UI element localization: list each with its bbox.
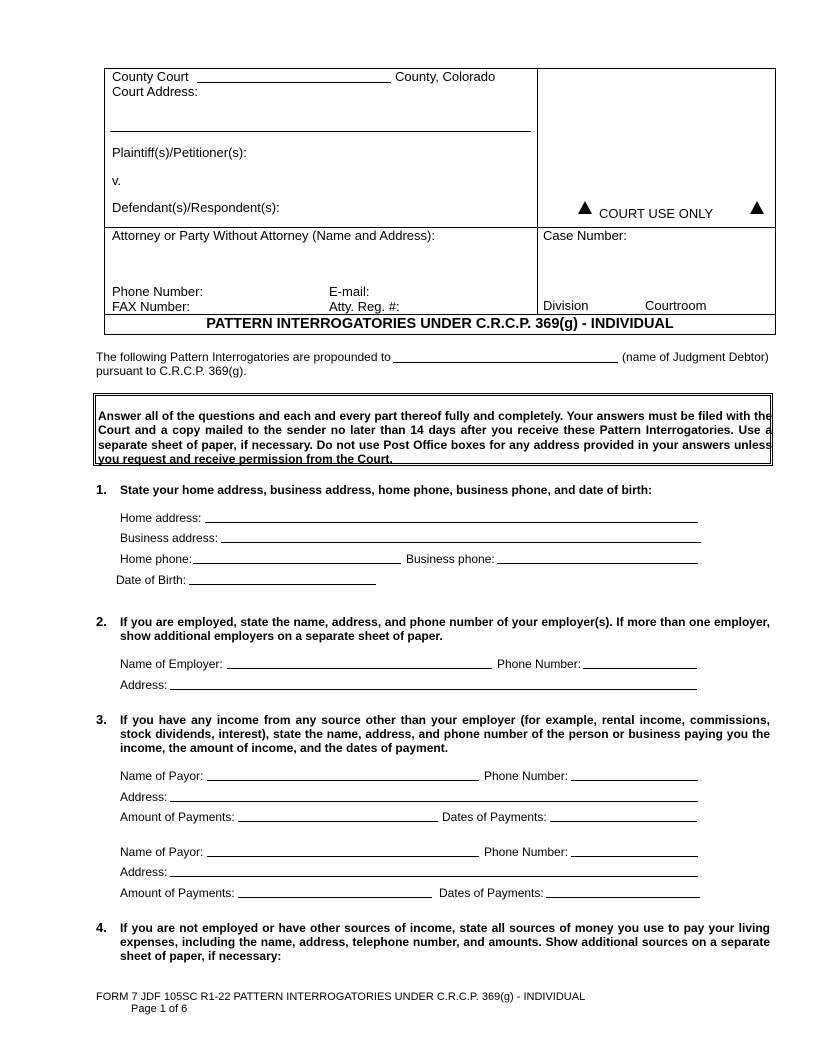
page-title: PATTERN INTERROGATORIES UNDER C.R.C.P. 369(g) - INDIVIDUAL — [206, 316, 674, 332]
courtroom-label: Courtroom — [645, 298, 707, 313]
payor-address-field[interactable] — [170, 801, 698, 802]
payor-address-label: Address: — [120, 865, 168, 879]
business-address-field[interactable] — [221, 542, 701, 543]
amount-field[interactable] — [238, 821, 438, 822]
dates-field[interactable] — [546, 897, 700, 898]
court-address-label: Court Address: — [112, 84, 198, 99]
division-label: Division — [543, 298, 589, 313]
amount-label: Amount of Payments: — [120, 886, 235, 900]
employer-address-field[interactable] — [170, 689, 697, 690]
county-court-label: County Court — [112, 69, 189, 84]
home-address-field[interactable] — [205, 522, 698, 523]
question-number: 1. — [96, 482, 107, 497]
amount-label: Amount of Payments: — [120, 810, 235, 824]
payor-label: Name of Payor: — [120, 769, 204, 783]
employer-phone-field[interactable] — [583, 668, 697, 669]
question-text: If you are employed, state the name, address, and phone number of your employer(s). If more than one employer, show additional employers on a separate sheet of paper. — [120, 615, 770, 643]
plaintiff-label: Plaintiff(s)/Petitioner(s): — [112, 145, 247, 160]
dates-field[interactable] — [550, 821, 697, 822]
versus-label: v. — [112, 173, 122, 188]
phone-label: Phone Number: — [112, 284, 204, 299]
payor-field[interactable] — [207, 856, 479, 857]
question-number: 3. — [96, 712, 107, 727]
county-colorado-label: County, Colorado — [395, 69, 496, 84]
up-arrow-icon — [578, 201, 592, 214]
question-number: 4. — [96, 920, 107, 935]
county-blank[interactable] — [197, 82, 391, 83]
page-number: Page 1 of 6 — [131, 1003, 188, 1015]
employer-address-label: Address: — [120, 678, 168, 692]
payor-phone-field[interactable] — [571, 856, 698, 857]
instructions-text: Answer all of the questions and each and every part thereof fully and completely. Your answers must be filed with the Court and a copy mailed to the sender no later than 14 days after you receive these Pattern Interrogatories. Use a separate sheet of paper, if necessary. Do not use Post Office boxes for any address provided in your answers unless you request and receive permission from the Court. — [98, 409, 772, 466]
payor-phone-label: Phone Number: — [484, 769, 569, 783]
question-text: If you are not employed or have other sources of income, state all sources of money you use to pay your living expenses, including the name, address, telephone number, and amounts. Show additional sources on a separate sheet of paper, if necessary: — [120, 921, 770, 963]
home-phone-label: Home phone: — [120, 552, 193, 566]
dob-label: Date of Birth: — [116, 573, 187, 587]
form-footer: FORM 7 JDF 105SC R1-22 PATTERN INTERROGATORIES UNDER C.R.C.P. 369(g) - INDIVIDUAL — [96, 991, 586, 1003]
dates-label: Dates of Payments: — [439, 886, 544, 900]
payor-address-field[interactable] — [170, 876, 698, 877]
fax-label: FAX Number: — [112, 299, 191, 314]
attorney-label: Attorney or Party Without Attorney (Name and Address): — [112, 228, 435, 243]
business-address-label: Business address: — [120, 531, 219, 545]
home-address-label: Home address: — [120, 511, 202, 525]
employer-field[interactable] — [227, 668, 492, 669]
business-phone-label: Business phone: — [406, 552, 495, 566]
payor-address-label: Address: — [120, 790, 168, 804]
employer-phone-label: Phone Number: — [497, 657, 582, 671]
up-arrow-icon — [750, 201, 764, 214]
court-address-blank[interactable] — [110, 131, 531, 132]
business-phone-field[interactable] — [497, 563, 698, 564]
instructions-box — [93, 393, 773, 466]
court-use-only-label: COURT USE ONLY — [599, 206, 714, 221]
caption-title-divider — [104, 314, 776, 315]
payor-field[interactable] — [207, 780, 479, 781]
caption-vertical-divider — [537, 68, 538, 314]
email-label: E-mail: — [329, 284, 370, 299]
intro-text: The following Pattern Interrogatories are propounded to — [96, 350, 391, 364]
judgment-debtor-blank[interactable] — [393, 362, 618, 363]
dob-field[interactable] — [189, 584, 376, 585]
intro-text-end: (name of Judgment Debtor) — [622, 350, 769, 364]
question-number: 2. — [96, 614, 107, 629]
amount-field[interactable] — [238, 897, 432, 898]
case-number-label: Case Number: — [543, 228, 627, 243]
dates-label: Dates of Payments: — [442, 810, 547, 824]
defendant-label: Defendant(s)/Respondent(s): — [112, 200, 280, 215]
home-phone-field[interactable] — [193, 563, 401, 564]
payor-phone-field[interactable] — [571, 780, 698, 781]
question-text: If you have any income from any source other than your employer (for example, rental income, commissions, stock dividends, interest), state the name, address, and phone number of the person or business paying you the income, the amount of income, and the dates of payment. — [120, 713, 770, 755]
payor-phone-label: Phone Number: — [484, 845, 569, 859]
intro-text-2: pursuant to C.R.C.P. 369(g). — [96, 364, 247, 378]
payor-label: Name of Payor: — [120, 845, 204, 859]
question-text: State your home address, business address, home phone, business phone, and date of birth: — [120, 483, 653, 497]
employer-label: Name of Employer: — [120, 657, 223, 671]
atty-reg-label: Atty. Reg. #: — [329, 299, 400, 314]
